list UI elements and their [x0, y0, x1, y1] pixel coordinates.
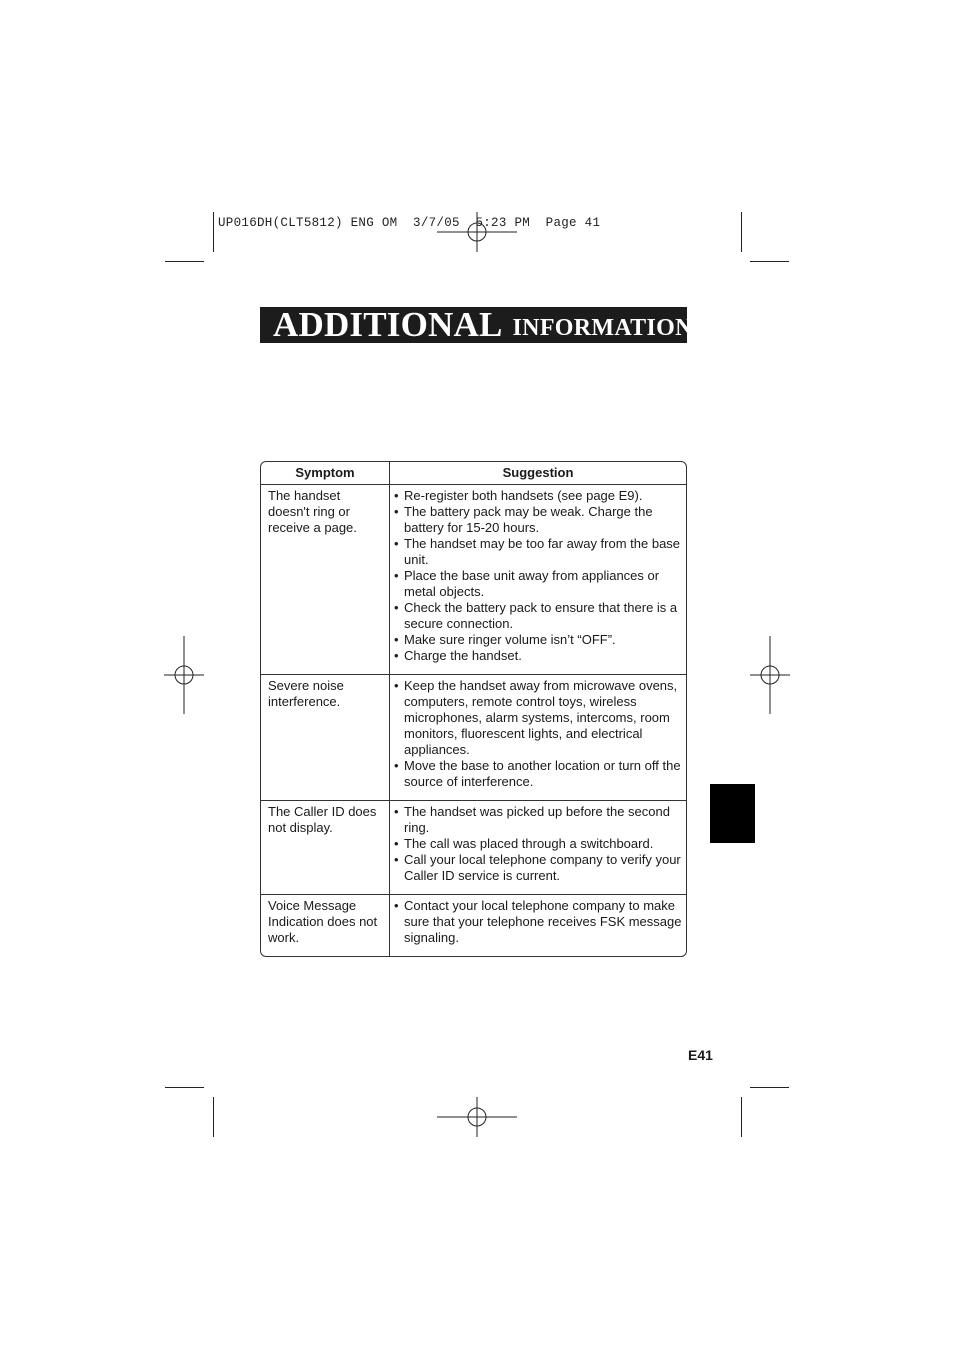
suggestion-cell [390, 895, 687, 957]
symptom-cell: The handset doesn't ring or receive a page. [261, 485, 390, 675]
column-header-symptom: Symptom [261, 462, 390, 485]
section-tab-marker [710, 784, 755, 843]
suggestion-item: • The handset may be too far away from the base unit. [394, 536, 682, 568]
column-header-suggestion: Suggestion [390, 462, 687, 485]
print-header: UP016DH(CLT5812) ENG OM 3/7/05 5:23 PM Page 41 [218, 216, 601, 230]
suggestion-item: • The handset was picked up before the second ring. [394, 804, 682, 836]
registration-mark-right [750, 636, 790, 714]
symptom-cell: Severe noise interference. [261, 675, 390, 801]
section-title-bar [260, 305, 693, 344]
suggestion-cell [390, 675, 687, 801]
registration-mark-left [164, 636, 204, 714]
suggestion-item: • Make sure ringer volume isn’t “OFF”. [394, 632, 682, 648]
table-row [261, 895, 686, 957]
symptom-cell: The Caller ID does not display. [261, 801, 390, 895]
suggestion-cell [390, 801, 687, 895]
symptom-cell: Voice Message Indication does not work. [261, 895, 390, 957]
suggestion-item: • The battery pack may be weak. Charge the battery for 15-20 hours. [394, 504, 682, 536]
suggestion-cell [390, 485, 687, 675]
troubleshooting-table [260, 461, 687, 957]
table-row [261, 801, 686, 895]
section-title-main: ADDITIONAL [273, 305, 503, 344]
table-row [261, 485, 686, 675]
suggestion-item: • Keep the handset away from microwave ovens, computers, remote control toys, wireless microphones, alarm systems, intercoms, room monitors, fluorescent lights, and electrical appliances. [394, 678, 682, 758]
table-row [261, 675, 686, 801]
page-number: E41 [688, 1047, 713, 1063]
suggestion-item: • Move the base to another location or turn off the source of interference. [394, 758, 682, 790]
section-title [273, 307, 693, 344]
suggestion-item: • Charge the handset. [394, 648, 682, 664]
suggestion-item: • Call your local telephone company to verify your Caller ID service is current. [394, 852, 682, 884]
suggestion-item: • The call was placed through a switchboard. [394, 836, 682, 852]
suggestion-item: • Check the battery pack to ensure that there is a secure connection. [394, 600, 682, 632]
suggestion-item: • Place the base unit away from appliances or metal objects. [394, 568, 682, 600]
suggestion-item: • Contact your local telephone company to make sure that your telephone receives FSK message signaling. [394, 898, 682, 946]
registration-mark-top [437, 212, 517, 252]
registration-mark-bottom [437, 1097, 517, 1137]
section-title-sub: INFORMATION [512, 315, 693, 341]
suggestion-item: • Re-register both handsets (see page E9). [394, 488, 682, 504]
